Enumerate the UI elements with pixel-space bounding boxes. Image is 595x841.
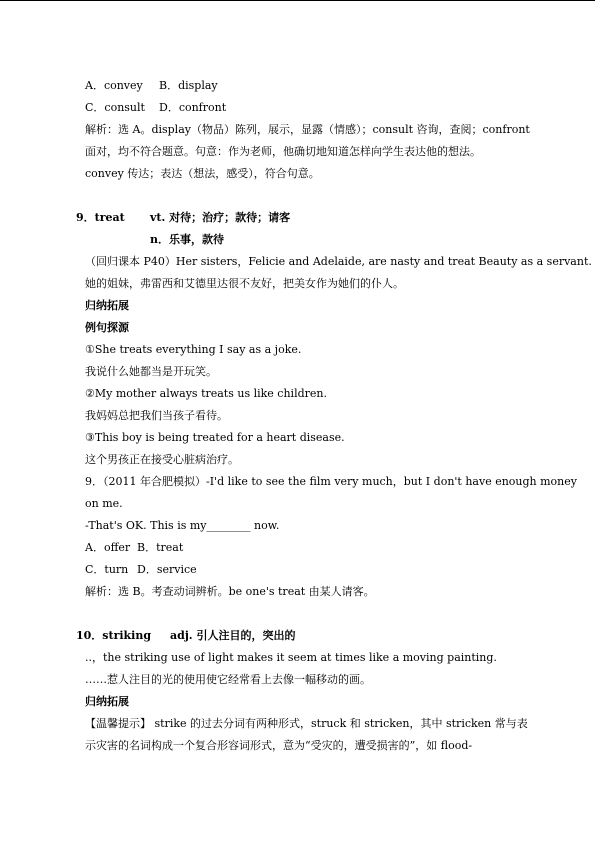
item10-tip-line-2: 示灾害的名词构成一个复合形容词形式，意为“受灾的，遭受损害的”，如 flood- [85, 739, 473, 752]
item9-example-zh: 她的姐妹，弗雷西和艾德里达很不友好，把美女作为她们的仆人。 [85, 277, 404, 290]
item10-definition: adj. 引人注目的，突出的 [170, 629, 296, 642]
item10-word: 10．striking [76, 629, 152, 642]
item9-sentence-3-zh: 这个男孩正在接受心脏病治疗。 [85, 453, 239, 466]
item10-example-zh: ……惹人注目的光的使用使它经常看上去像一幅移动的画。 [85, 673, 371, 686]
item9-example-en: （回归课本 P40）Her sisters，Felicie and Adelaide, are nasty and treat Beauty as a servant. [85, 255, 592, 268]
item9-question-line-1: 9．（2011 年合肥模拟）-I'd like to see the film very much，but I don't have enough money [85, 475, 577, 488]
item9-option-c: C．turn [85, 563, 129, 576]
q8-option-a: A．convey [85, 79, 143, 92]
item9-sentence-1-zh: 我说什么她都当是开玩笑。 [85, 365, 217, 378]
q8-analysis-line-3: convey 传达；表达（想法，感受），符合句意。 [85, 167, 320, 180]
item9-analysis: 解析：选 B。考查动词辨析。be one's treat 由某人请客。 [85, 585, 375, 598]
item9-sentence-2-zh: 我妈妈总把我们当孩子看待。 [85, 409, 228, 422]
q8-option-d: D．confront [159, 101, 227, 114]
q8-option-row-1 [85, 79, 218, 93]
item9-sentence-3-en: ③This boy is being treated for a heart disease. [85, 431, 345, 444]
item9-option-b: B．treat [137, 541, 184, 554]
item9-word: 9．treat [76, 211, 125, 224]
item10-heading [76, 629, 295, 643]
item9-option-d: D．service [137, 563, 197, 576]
item10-tip-line-1: 【温馨提示】 strike 的过去分词有两种形式，struck 和 stricken，其中 stricken 常与表 [85, 717, 528, 730]
item10-example-en: ..，the striking use of light makes it seem at times like a moving painting. [85, 651, 497, 664]
item9-question-line-3: -That's OK. This is my________ now. [85, 519, 280, 532]
item9-option-row-1 [85, 541, 183, 555]
item9-option-row-2 [85, 563, 197, 577]
item9-heading-expand: 归纳拓展 [85, 299, 129, 312]
item9-option-a: A．offer [85, 541, 131, 554]
item9-definition-2: n．乐事，款待 [150, 233, 224, 246]
item9-question-line-2: on me. [85, 497, 123, 510]
page-top-border [0, 0, 595, 1]
item10-heading-expand: 归纳拓展 [85, 695, 129, 708]
q8-option-row-2 [85, 101, 226, 115]
item9-heading [76, 211, 290, 225]
q8-analysis-line-2: 面对，均不符合题意。句意：作为老师，他确切地知道怎样向学生表达他的想法。 [85, 145, 481, 158]
q8-option-b: B．display [159, 79, 218, 92]
item9-heading-examples: 例句探源 [85, 321, 129, 334]
item9-sentence-1-en: ①She treats everything I say as a joke. [85, 343, 302, 356]
q8-option-c: C．consult [85, 101, 145, 114]
item9-sentence-2-en: ②My mother always treats us like children. [85, 387, 327, 400]
item9-definition-1: vt. 对待；治疗；款待；请客 [150, 211, 291, 224]
q8-analysis-line-1: 解析：选 A。display（物品）陈列，展示，显露（情感）；consult 咨询，查阅；confront [85, 123, 530, 136]
